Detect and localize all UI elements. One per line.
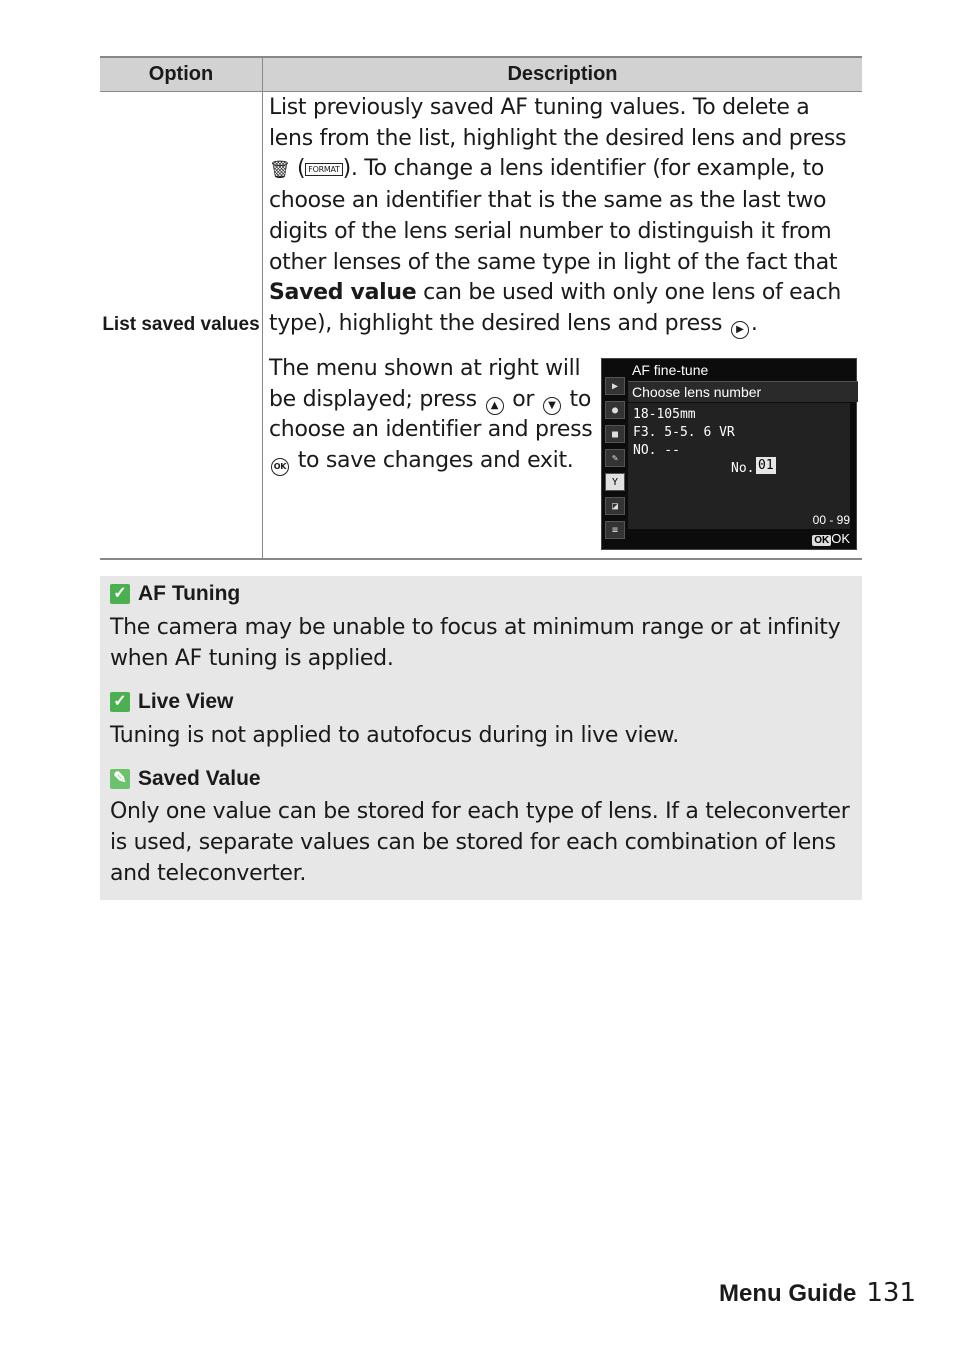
page-number: 131 [866, 1278, 916, 1308]
menu-tab-column [604, 373, 624, 545]
note-text-saved-value: Only one value can be stored for each type of lens. If a teleconverter is used, separate values can be stored for each combination of lens and teleconverter. [110, 799, 850, 886]
option-name: List saved values [100, 92, 263, 558]
retouch-menu-icon: ◪ [605, 497, 625, 515]
format-icon: FORMAT [305, 163, 342, 176]
section-title: Menu Guide [719, 1280, 857, 1307]
description-paragraph-1: List previously saved AF tuning values. To delete a lens from the list, highlight the desired lens and press 🗑 ( FORMAT ). To change a lens identifier (for example, to choose an identifier that is the same as the last two digits of the lens serial number to distinguish it from other lenses of the same type in light of the fact that Saved value can be used with only one lens of each type), highlight the desired lens and press ▶ . [269, 93, 859, 340]
note-title: Saved Value [138, 767, 261, 790]
shooting-menu-icon: ● [605, 401, 625, 419]
delete-icon: 🗑 [269, 160, 291, 181]
header-description: Description [507, 63, 618, 85]
my-menu-icon: ≡ [605, 521, 625, 539]
lens-focal-length: 18-105mm [633, 407, 696, 422]
check-icon: ✓ [110, 584, 130, 604]
desc-text: . To change a lens identifier (for example, to choose an identifier that is the same as the last two digits of the lens serial number to distinguish it from other lenses of the same type in light of the fact that [269, 156, 838, 275]
table-row [100, 92, 862, 560]
camera-ok-hint [812, 531, 850, 546]
lens-number-value[interactable]: 01 [758, 458, 774, 473]
ok-badge: OK [814, 535, 830, 546]
multi-selector-down-icon: ▼ [543, 397, 561, 415]
note-heading-af-tuning [110, 582, 240, 606]
description-paragraph-2 [269, 354, 599, 477]
ok-label: OK [831, 531, 850, 546]
desc-text: or [505, 386, 541, 412]
note-title: Live View [138, 690, 234, 713]
note-text-af-tuning: The camera may be unable to focus at minimum range or at infinity when AF tuning is applied. [110, 615, 841, 671]
lens-number-label: No. [731, 461, 755, 476]
desc-text: can be used with only one lens of each type), highlight the desired lens and press [269, 280, 842, 336]
option-table [100, 56, 862, 560]
custom-settings-icon: ✎ [605, 449, 625, 467]
ok-button-icon: OK [271, 458, 289, 476]
desc-text: to choose an identifier and press [269, 386, 593, 443]
camera-panel [628, 403, 850, 529]
movie-menu-icon: ■ [605, 425, 625, 443]
desc-bold-text: Saved value [269, 280, 417, 306]
multi-selector-right-icon: ▶ [731, 321, 749, 339]
note-text-live-view: Tuning is not applied to autofocus during in live view. [110, 723, 679, 748]
camera-menu-title: AF fine-tune [632, 362, 709, 378]
table-header [100, 56, 862, 92]
desc-text: The menu shown at right will be displayed; press [269, 356, 581, 412]
camera-menu-subtitle: Choose lens number [628, 381, 858, 402]
header-option: Option [100, 58, 263, 91]
pencil-icon: ✎ [110, 769, 130, 789]
playback-menu-icon: ▶ [605, 377, 625, 395]
lens-aperture: F3. 5-5. 6 VR [633, 425, 735, 440]
desc-text: List previously saved AF tuning values. To delete a lens from the list, highlight the desired lens and press [269, 95, 847, 151]
page-footer [719, 1278, 916, 1308]
lens-number-range: 00 - 99 [812, 513, 850, 527]
desc-text: to save changes and exit. [291, 448, 574, 474]
camera-screen [601, 358, 857, 550]
note-title: AF Tuning [138, 582, 241, 605]
note-heading-saved-value [110, 767, 261, 791]
multi-selector-up-icon: ▲ [486, 397, 504, 415]
note-heading-live-view [110, 690, 233, 714]
check-icon: ✓ [110, 692, 130, 712]
notes-box [100, 576, 862, 900]
lens-number-current: NO. -- [633, 443, 680, 458]
option-description [263, 92, 862, 558]
setup-menu-icon: Y [605, 473, 625, 491]
